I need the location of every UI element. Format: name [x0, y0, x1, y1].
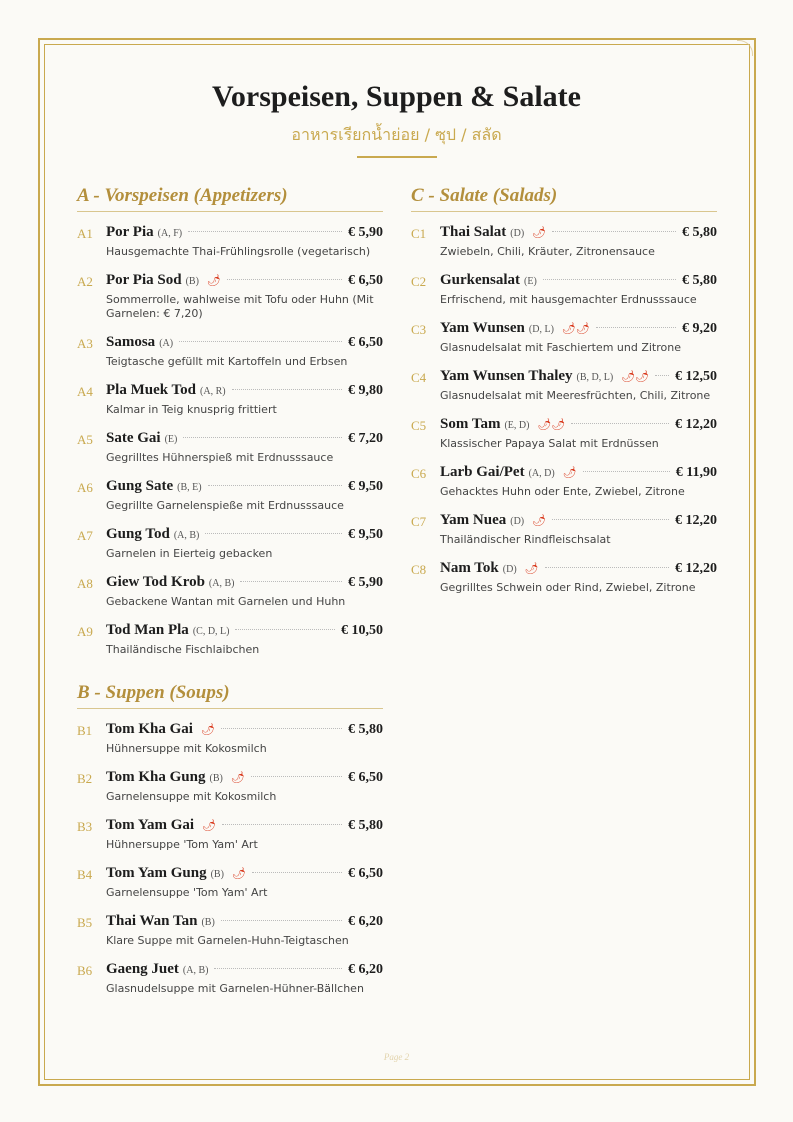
item-allergens: (D): [510, 516, 525, 527]
item-code: B5: [77, 915, 93, 930]
item-description: Zwiebeln, Chili, Kräuter, Zitronensauce: [440, 245, 655, 258]
item-price: € 6,50: [348, 273, 383, 288]
item-description: Erfrischend, mit hausgemachter Erdnusssauce: [440, 293, 697, 306]
menu-item: [77, 913, 383, 948]
dotted-leader: [221, 728, 342, 729]
menu-item: [77, 865, 383, 900]
item-allergens: (E): [164, 434, 178, 445]
dotted-leader: [235, 629, 335, 630]
menu-item: [77, 526, 383, 561]
item-description: Thailändischer Rindfleischsalat: [440, 533, 611, 546]
item-name: Samosa: [106, 334, 156, 350]
chili-pepper-icon: 🌶: [202, 819, 217, 832]
item-allergens: (B): [209, 773, 223, 784]
page-subtitle-thai: อาหารเรียกน้ำย่อย / ซุป / สลัด: [291, 125, 502, 144]
item-allergens: (A): [159, 338, 174, 349]
item-allergens: (E): [524, 276, 537, 287]
chili-pepper-icon: 🌶: [524, 562, 539, 575]
item-name: Som Tam: [440, 416, 501, 432]
item-name: Pla Muek Tod: [106, 382, 197, 398]
dotted-leader: [214, 968, 342, 969]
chili-pepper-icon: 🌶: [532, 514, 547, 527]
item-code: A3: [77, 336, 93, 351]
item-code: C7: [411, 514, 427, 529]
item-price: € 12,50: [675, 369, 717, 384]
item-code: C2: [411, 274, 427, 289]
item-allergens: (B, E): [177, 482, 202, 493]
item-name: Tom Yam Gai: [106, 817, 195, 833]
item-code: C3: [411, 322, 427, 337]
dotted-leader: [552, 231, 676, 232]
menu-item: [411, 416, 717, 451]
item-price: € 11,90: [675, 465, 717, 480]
item-price: € 5,90: [348, 575, 383, 590]
item-allergens: (A, F): [157, 228, 183, 239]
section-heading: B - Suppen (Soups): [77, 682, 383, 709]
item-allergens: (A, B): [182, 965, 209, 976]
chili-pepper-icon: 🌶: [532, 226, 547, 239]
item-description: Klare Suppe mit Garnelen-Huhn-Teigtaschen: [106, 934, 349, 947]
item-price: € 6,50: [348, 866, 383, 881]
title-underline-divider: [357, 156, 437, 158]
item-description: Gegrillte Garnelenspieße mit Erdnusssauce: [106, 499, 344, 512]
page-number: Page 2: [383, 1052, 410, 1062]
item-allergens: (B): [210, 869, 224, 880]
item-allergens: (E, D): [504, 420, 530, 431]
item-name: Gung Sate: [106, 478, 174, 494]
menu-item: [411, 272, 717, 307]
dotted-leader: [545, 567, 669, 568]
chili-pepper-icon: 🌶🌶: [621, 370, 650, 383]
item-price: € 5,80: [682, 273, 717, 288]
item-name: Yam Wunsen: [440, 320, 525, 336]
item-price: € 9,20: [682, 321, 717, 336]
item-description: Teigtasche gefüllt mit Kartoffeln und Erbsen: [106, 355, 348, 368]
item-description: Gegrilltes Hühnerspieß mit Erdnusssauce: [106, 451, 334, 464]
item-name: Gurkensalat: [440, 272, 521, 288]
item-price: € 6,20: [348, 962, 383, 977]
item-name: Sate Gai: [106, 430, 161, 446]
left-column: [77, 185, 383, 1009]
dotted-leader: [251, 776, 342, 777]
item-description: Thailändische Fischlaibchen: [106, 643, 260, 656]
chili-pepper-icon: 🌶: [230, 771, 245, 784]
menu-item: [77, 769, 383, 804]
item-code: A9: [77, 624, 93, 639]
page-title: Vorspeisen, Suppen & Salate: [212, 80, 581, 113]
item-code: C4: [411, 370, 427, 385]
dotted-leader: [543, 279, 676, 280]
item-allergens: (A, B): [208, 578, 235, 589]
item-price: € 9,80: [348, 383, 383, 398]
dotted-leader: [252, 872, 342, 873]
item-allergens: (D): [510, 228, 525, 239]
menu-item: [77, 574, 383, 609]
item-price: € 6,20: [348, 914, 383, 929]
item-allergens: (A, R): [200, 386, 226, 397]
chili-pepper-icon: 🌶: [206, 274, 221, 287]
item-price: € 12,20: [675, 513, 717, 528]
item-code: C5: [411, 418, 427, 433]
item-code: B4: [77, 867, 93, 882]
item-description: Sommerrolle, wahlweise mit Tofu oder Huhn (Mit Garnelen: € 7,20): [106, 293, 374, 320]
item-price: € 12,20: [675, 561, 717, 576]
chili-pepper-icon: 🌶: [200, 723, 215, 736]
menu-list: [77, 224, 383, 657]
section-soups: [77, 682, 383, 996]
dotted-leader: [240, 581, 342, 582]
section-salads: [411, 185, 717, 595]
dotted-leader: [183, 437, 342, 438]
dotted-leader: [188, 231, 342, 232]
item-code: A5: [77, 432, 93, 447]
dotted-leader: [179, 341, 342, 342]
menu-item: [77, 334, 383, 369]
item-price: € 6,50: [348, 335, 383, 350]
right-column: [411, 185, 717, 608]
item-code: B3: [77, 819, 93, 834]
item-description: Kalmar in Teig knusprig frittiert: [106, 403, 277, 416]
item-code: B1: [77, 723, 93, 738]
item-code: C8: [411, 562, 427, 577]
menu-item: [411, 224, 717, 259]
item-description: Garnelensuppe 'Tom Yam' Art: [106, 886, 268, 899]
dotted-leader: [232, 389, 342, 390]
item-price: € 5,80: [682, 225, 717, 240]
item-name: Tom Kha Gung: [106, 769, 206, 785]
item-price: € 9,50: [348, 527, 383, 542]
item-price: € 10,50: [341, 623, 383, 638]
menu-item: [77, 382, 383, 417]
dotted-leader: [208, 485, 342, 486]
item-price: € 7,20: [348, 431, 383, 446]
item-price: € 6,50: [348, 770, 383, 785]
item-code: A4: [77, 384, 93, 399]
item-name: Tod Man Pla: [106, 622, 189, 638]
item-price: € 5,80: [348, 818, 383, 833]
item-description: Glasnudelsalat mit Meeresfrüchten, Chili, Zitrone: [440, 389, 711, 402]
item-name: Giew Tod Krob: [106, 574, 205, 590]
dotted-leader: [221, 920, 342, 921]
chili-pepper-icon: 🌶: [562, 466, 577, 479]
item-description: Garnelen in Eierteig gebacken: [106, 547, 273, 560]
chili-pepper-icon: 🌶🌶: [537, 418, 566, 431]
item-code: A2: [77, 274, 93, 289]
menu-item: [411, 560, 717, 595]
menu-item: [77, 817, 383, 852]
section-heading: A - Vorspeisen (Appetizers): [77, 185, 383, 212]
item-price: € 12,20: [675, 417, 717, 432]
menu-item: [411, 512, 717, 547]
item-description: Glasnudelsalat mit Faschiertem und Zitrone: [440, 341, 681, 354]
item-description: Gehacktes Huhn oder Ente, Zwiebel, Zitrone: [440, 485, 685, 498]
item-description: Gebackene Wantan mit Garnelen und Huhn: [106, 595, 346, 608]
item-allergens: (B): [201, 917, 215, 928]
item-name: Nam Tok: [440, 560, 499, 576]
dotted-leader: [552, 519, 669, 520]
item-description: Garnelensuppe mit Kokosmilch: [106, 790, 277, 803]
chili-pepper-icon: 🌶🌶: [561, 322, 590, 335]
dotted-leader: [222, 824, 342, 825]
item-description: Glasnudelsuppe mit Garnelen-Hühner-Bällchen: [106, 982, 364, 995]
item-description: Gegrilltes Schwein oder Rind, Zwiebel, Zitrone: [440, 581, 696, 594]
item-allergens: (D, L): [528, 324, 554, 335]
item-name: Thai Wan Tan: [106, 913, 198, 929]
item-allergens: (A, D): [528, 468, 555, 479]
item-price: € 5,90: [348, 225, 383, 240]
dotted-leader: [205, 533, 342, 534]
menu-item: [77, 224, 383, 259]
item-description: Hausgemachte Thai-Frühlingsrolle (vegetarisch): [106, 245, 371, 258]
dotted-leader: [655, 375, 669, 376]
item-code: C1: [411, 226, 427, 241]
item-name: Tom Kha Gai: [106, 721, 193, 737]
item-name: Gaeng Juet: [106, 961, 179, 977]
item-name: Yam Nuea: [440, 512, 507, 528]
dotted-leader: [596, 327, 676, 328]
item-name: Gung Tod: [106, 526, 170, 542]
item-code: A8: [77, 576, 93, 591]
chili-pepper-icon: 🌶: [231, 867, 246, 880]
section-heading: C - Salate (Salads): [411, 185, 717, 212]
item-code: B2: [77, 771, 93, 786]
item-name: Tom Yam Gung: [106, 865, 207, 881]
item-code: A6: [77, 480, 93, 495]
item-price: € 5,80: [348, 722, 383, 737]
item-allergens: (D): [502, 564, 517, 575]
menu-item: [411, 464, 717, 499]
item-code: B6: [77, 963, 93, 978]
item-name: Yam Wunsen Thaley: [440, 368, 573, 384]
item-allergens: (B, D, L): [576, 372, 614, 383]
item-code: A1: [77, 226, 93, 241]
dotted-leader: [227, 279, 342, 280]
item-name: Thai Salat: [440, 224, 507, 240]
menu-item: [77, 430, 383, 465]
menu-item: [77, 622, 383, 657]
item-allergens: (C, D, L): [192, 626, 230, 637]
menu-item: [77, 721, 383, 756]
menu-item: [411, 320, 717, 355]
menu-item: [77, 272, 383, 321]
menu-list: [411, 224, 717, 595]
dotted-leader: [571, 423, 669, 424]
item-code: C6: [411, 466, 427, 481]
dotted-leader: [583, 471, 670, 472]
section-appetizers: [77, 185, 383, 657]
menu-item: [77, 478, 383, 513]
item-price: € 9,50: [348, 479, 383, 494]
item-allergens: (A, B): [173, 530, 200, 541]
item-description: Hühnersuppe 'Tom Yam' Art: [106, 838, 258, 851]
item-name: Por Pia Sod: [106, 272, 182, 288]
menu-item: [77, 961, 383, 996]
item-allergens: (B): [185, 276, 199, 287]
item-name: Larb Gai/Pet: [440, 464, 525, 480]
item-description: Hühnersuppe mit Kokosmilch: [106, 742, 267, 755]
menu-list: [77, 721, 383, 996]
item-code: A7: [77, 528, 93, 543]
menu-item: [411, 368, 717, 403]
item-description: Klassischer Papaya Salat mit Erdnüssen: [440, 437, 659, 450]
item-name: Por Pia: [106, 224, 154, 240]
